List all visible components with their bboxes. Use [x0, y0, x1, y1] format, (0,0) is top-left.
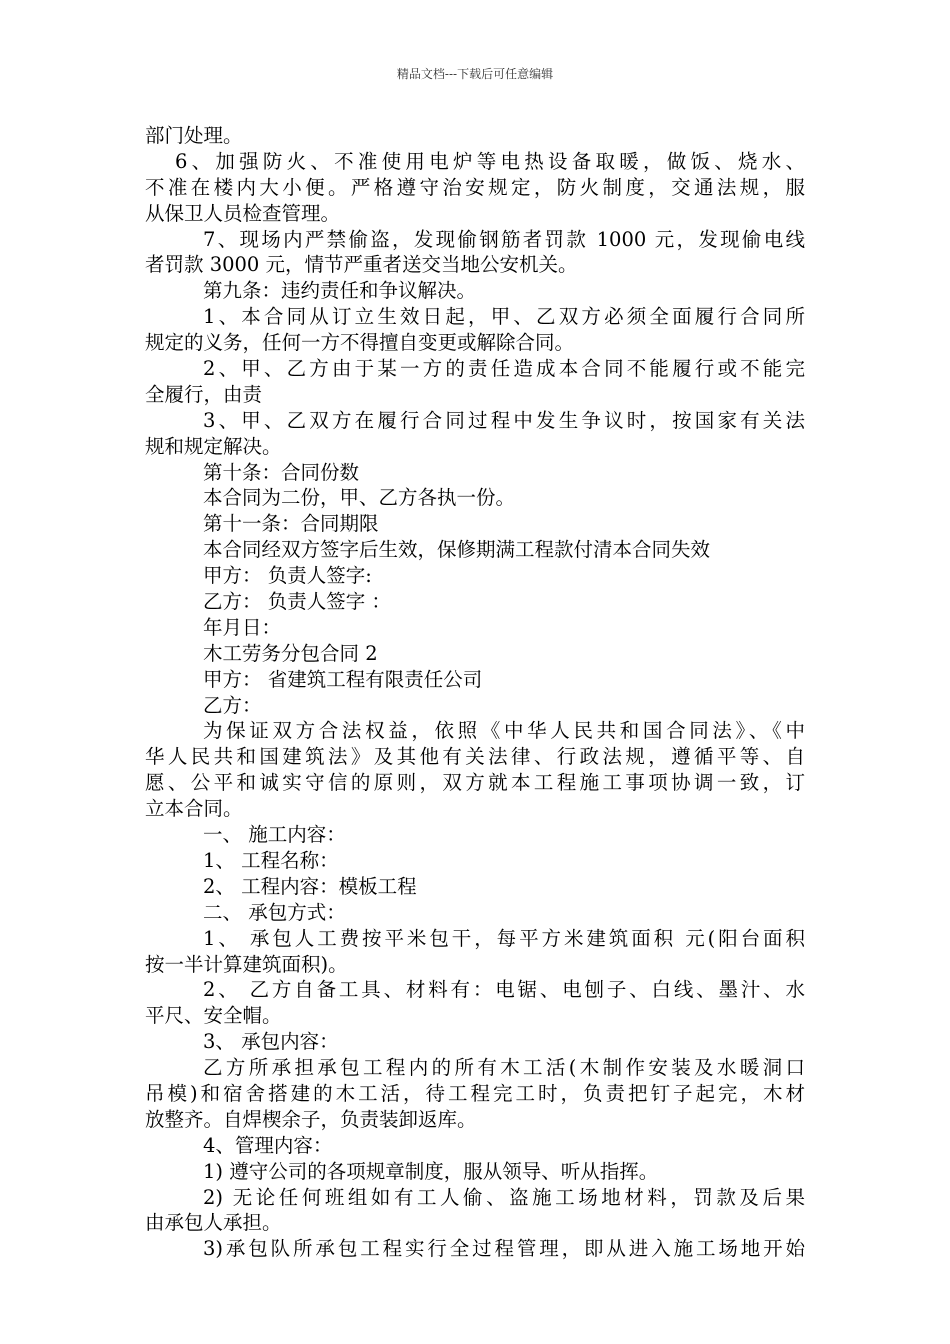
text-line: 为保证双方合法权益，依照《中华人民共和国合同法》、《中 — [203, 719, 805, 743]
text-line: 者罚款 3000 元，情节严重者送交当地公安机关。 — [145, 253, 578, 277]
text-line: 第十条：合同份数 — [203, 460, 360, 484]
text-line: 3)承包队所承包工程实行全过程管理，即从进入施工场地开始 — [203, 1237, 805, 1261]
text-line: 1、 工程名称： — [203, 848, 339, 872]
text-line: 2) 无论任何班组如有工人偷、盗施工场地材料，罚款及后果 — [203, 1185, 805, 1209]
text-line: 部门处理。 — [145, 124, 243, 147]
text-line: 第九条：违约责任和争议解决。 — [203, 279, 477, 303]
text-line: 乙方： — [203, 693, 262, 717]
text-line: 放整齐。自焊楔余子，负责装卸返库。 — [145, 1107, 477, 1131]
text-line: 本合同为二份，甲、乙方各执一份。 — [203, 486, 516, 510]
document-body — [145, 123, 805, 1262]
text-line: 3、 承包内容： — [203, 1030, 339, 1054]
text-line: 华人民共和国建筑法》及其他有关法律、行政法规，遵循平等、自 — [145, 745, 805, 769]
text-line: 规定的义务，任何一方不得擅自变更或解除合同。 — [145, 331, 575, 355]
text-line: 本合同经双方签字后生效，保修期满工程款付清本合同失效 — [203, 538, 711, 562]
text-line: 第十一条：合同期限 — [203, 512, 379, 536]
text-line: 全履行，由责 — [145, 382, 263, 406]
text-line: 二、 承包方式： — [203, 900, 346, 924]
text-line: 一、 施工内容： — [203, 823, 346, 847]
text-line: 7、现场内严禁偷盗，发现偷钢筋者罚款 1000 元，发现偷电线 — [203, 227, 805, 251]
text-line: 吊模)和宿舍搭建的木工活，待工程完工时，负责把钉子起完，木材 — [145, 1081, 805, 1105]
text-line: 立本合同。 — [145, 797, 243, 821]
text-line: 愿、公平和诚实守信的原则，双方就本工程施工事项协调一致，订 — [145, 771, 805, 795]
text-line: 年月日： — [203, 615, 282, 639]
text-line: 2、甲、乙方由于某一方的责任造成本合同不能履行或不能完 — [203, 357, 805, 381]
text-line: 4、管理内容： — [203, 1133, 333, 1157]
text-line: 甲方： 省建筑工程有限责任公司 — [203, 667, 483, 691]
text-line: 规和规定解决。 — [145, 434, 282, 458]
text-line: 1、本合同从订立生效日起，甲、乙双方必须全面履行合同所 — [203, 305, 805, 329]
text-line: 从保卫人员检查管理。 — [145, 201, 341, 225]
text-line: 平尺、安全帽。 — [145, 1004, 282, 1028]
text-line: 1、 承包人工费按平米包干，每平方米建筑面积 元(阳台面积 — [203, 926, 805, 950]
text-line: 1) 遵守公司的各项规章制度，服从领导、听从指挥。 — [203, 1159, 659, 1183]
text-line: 6、加强防火、不准使用电炉等电热设备取暖，做饭、烧水、 — [175, 149, 805, 173]
text-line: 木工劳务分包合同 2 — [203, 641, 378, 665]
text-line: 2、 乙方自备工具、材料有：电锯、电刨子、白线、墨汁、水 — [203, 978, 805, 1002]
text-line: 由承包人承担。 — [145, 1211, 282, 1235]
text-line: 2、 工程内容：模板工程 — [203, 874, 417, 898]
page-header: 精品文档---下载后可任意编辑 — [396, 67, 554, 81]
text-line: 甲方： 负责人签字: — [203, 564, 372, 588]
text-line: 按一半计算建筑面积)。 — [145, 952, 348, 976]
text-line: 不准在楼内大小便。严格遵守治安规定，防火制度，交通法规，服 — [145, 175, 805, 199]
text-line: 3、甲、乙双方在履行合同过程中发生争议时，按国家有关法 — [203, 408, 805, 432]
text-line: 乙方所承担承包工程内的所有木工活(木制作安装及水暖洞口 — [203, 1056, 805, 1080]
text-line: 乙方： 负责人签字 ： — [203, 590, 391, 614]
